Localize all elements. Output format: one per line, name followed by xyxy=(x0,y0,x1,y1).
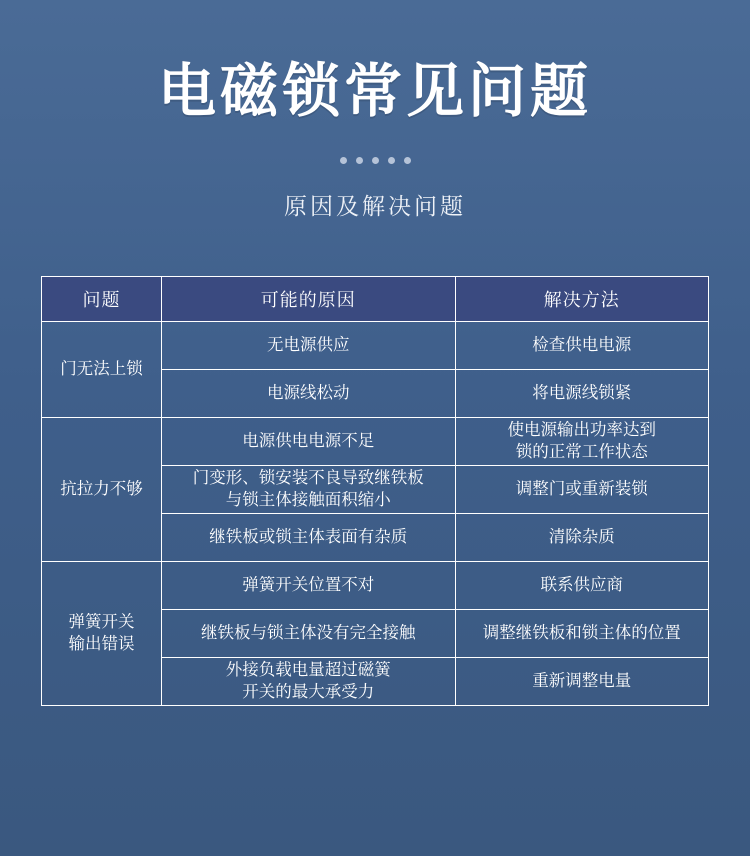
cause-cell: 继铁板或锁主体表面有杂质 xyxy=(162,513,455,561)
solution-line-2: 锁的正常工作状态 xyxy=(515,443,648,462)
problem-cell xyxy=(42,561,162,705)
divider-dot-icon xyxy=(372,157,379,164)
cause-line-1: 门变形、锁安装不良导致继铁板 xyxy=(192,469,424,488)
cause-cell: 电源供电电源不足 xyxy=(162,417,455,465)
divider-dot-icon xyxy=(356,157,363,164)
divider-dot-icon xyxy=(388,157,395,164)
page-subtitle: 原因及解决问题 xyxy=(284,192,466,219)
problem-cell: 门无法上锁 xyxy=(42,321,162,417)
solution-cell: 检查供电电源 xyxy=(455,321,708,369)
faq-table xyxy=(41,276,709,706)
cause-cell: 继铁板与锁主体没有完全接触 xyxy=(162,609,455,657)
divider-dot-icon xyxy=(340,157,347,164)
table-row xyxy=(42,321,709,369)
faq-table-container xyxy=(41,276,709,706)
table-row xyxy=(42,417,709,465)
column-header-cause: 可能的原因 xyxy=(162,276,455,321)
problem-line-2: 输出错误 xyxy=(68,635,135,654)
cause-line-1: 外接负载电量超过磁簧 xyxy=(225,661,391,680)
solution-line-1: 使电源输出功率达到 xyxy=(507,421,656,440)
dot-divider xyxy=(0,157,750,164)
cause-cell xyxy=(162,657,455,705)
column-header-solution: 解决方法 xyxy=(455,276,708,321)
page-title: 电磁锁常见问题 xyxy=(157,59,592,124)
solution-cell xyxy=(455,417,708,465)
problem-line-1: 弹簧开关 xyxy=(68,613,135,632)
column-header-problem: 问题 xyxy=(42,276,162,321)
solution-cell: 清除杂质 xyxy=(455,513,708,561)
table-header-row xyxy=(42,276,709,321)
cause-cell: 无电源供应 xyxy=(162,321,455,369)
problem-cell: 抗拉力不够 xyxy=(42,417,162,561)
table-body xyxy=(42,321,709,705)
table-header xyxy=(42,276,709,321)
solution-cell: 调整门或重新装锁 xyxy=(455,465,708,513)
cause-line-2: 开关的最大承受力 xyxy=(242,683,375,702)
solution-cell: 联系供应商 xyxy=(455,561,708,609)
cause-cell: 电源线松动 xyxy=(162,369,455,417)
table-row xyxy=(42,561,709,609)
solution-cell: 将电源线锁紧 xyxy=(455,369,708,417)
cause-cell: 弹簧开关位置不对 xyxy=(162,561,455,609)
solution-cell: 重新调整电量 xyxy=(455,657,708,705)
divider-dot-icon xyxy=(404,157,411,164)
solution-cell: 调整继铁板和锁主体的位置 xyxy=(455,609,708,657)
cause-cell xyxy=(162,465,455,513)
cause-line-2: 与锁主体接触面积缩小 xyxy=(225,491,391,510)
